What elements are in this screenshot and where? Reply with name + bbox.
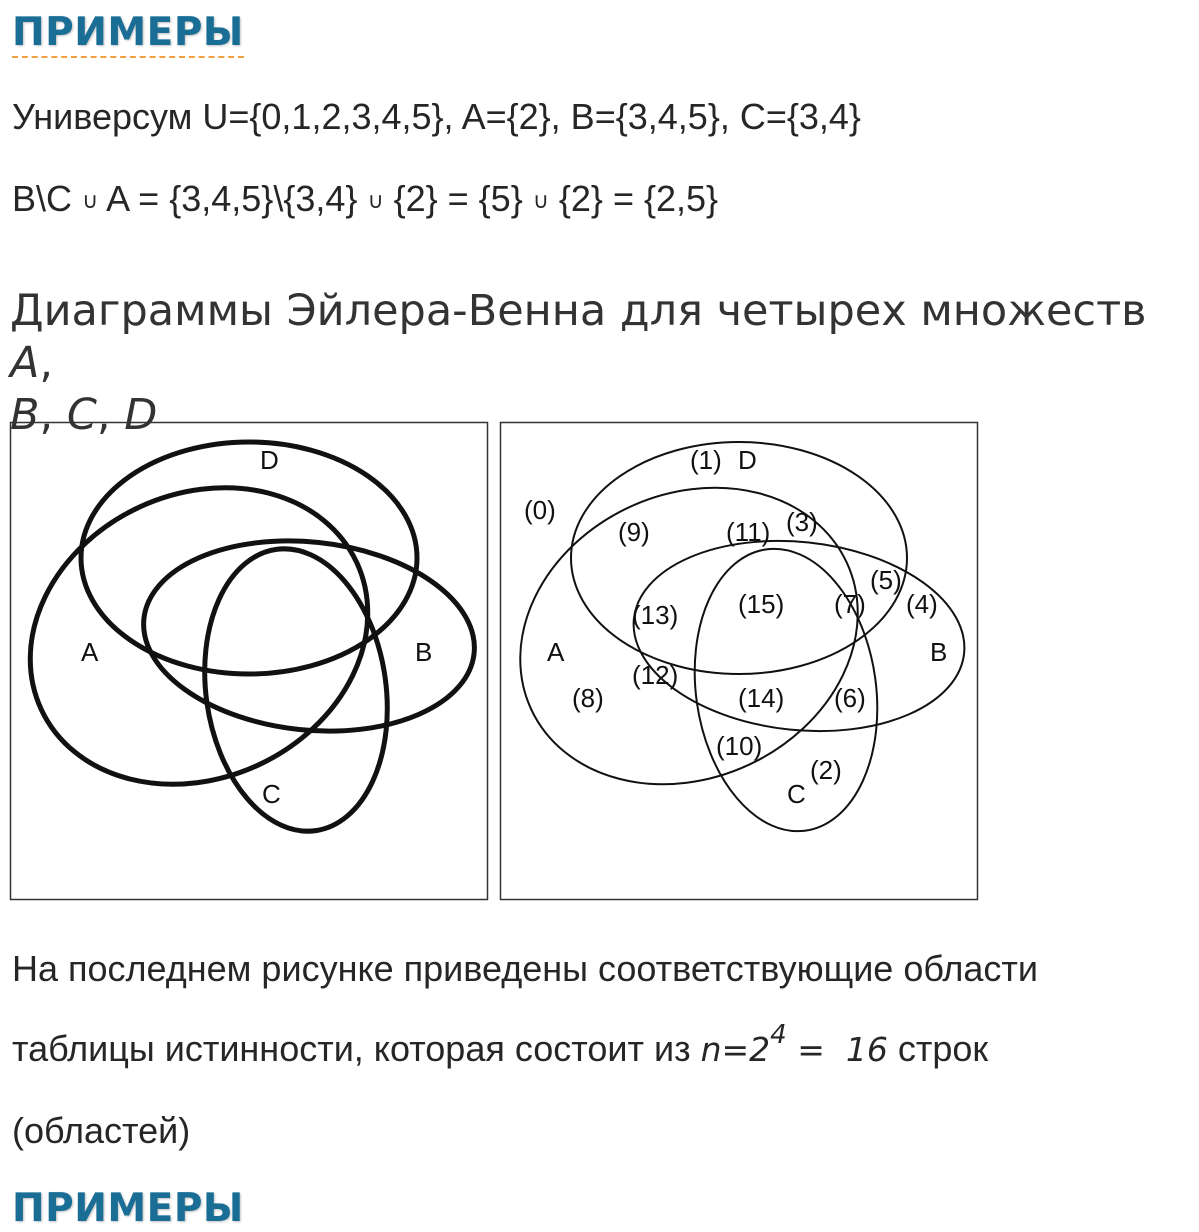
formula-rest: = 16 xyxy=(786,1030,888,1069)
region-7: (7) xyxy=(834,589,866,619)
paragraph-line-2-end: строк xyxy=(897,1028,989,1069)
label-c: C xyxy=(262,779,281,809)
paragraph-line-2-text: таблицы истинности, которая состоит из xyxy=(12,1028,691,1069)
label-a: A xyxy=(547,637,565,667)
set-d-symbol: D xyxy=(124,390,158,440)
label-b: B xyxy=(930,637,948,667)
region-2: (2) xyxy=(810,755,842,785)
union-symbol: ∪ xyxy=(82,188,99,213)
calc-part-1: B\C xyxy=(12,178,73,219)
region-4: (4) xyxy=(906,589,938,619)
separator: , xyxy=(96,390,111,440)
venn-diagram-left xyxy=(10,422,488,900)
region-11: (11) xyxy=(726,517,771,547)
venn-section-title xyxy=(10,285,1199,441)
section-heading-bottom: ПРИМЕРЫ xyxy=(12,1186,244,1231)
ellipse-c xyxy=(187,537,405,843)
formula-base: n=2 xyxy=(700,1030,771,1069)
separator: , xyxy=(39,338,54,388)
region-0: (0) xyxy=(524,495,556,525)
label-d: D xyxy=(738,445,757,475)
ellipse-d xyxy=(571,442,907,674)
set-c-symbol: C xyxy=(66,390,97,440)
calc-part-2: A = {3,4,5}\{3,4} xyxy=(106,178,358,219)
paragraph-line-2 xyxy=(12,1020,989,1070)
union-symbol: ∪ xyxy=(532,188,549,213)
region-5: (5) xyxy=(870,565,902,595)
region-8: (8) xyxy=(572,683,604,713)
ellipse-b xyxy=(134,525,484,747)
region-13: (13) xyxy=(632,600,679,630)
region-15: (15) xyxy=(738,589,785,619)
calc-line xyxy=(12,178,718,220)
label-d: D xyxy=(260,445,279,475)
formula-exponent: 4 xyxy=(770,1020,787,1050)
region-3: (3) xyxy=(786,507,818,537)
section-heading: ПРИМЕРЫ xyxy=(12,10,244,58)
region-9: (9) xyxy=(618,517,650,547)
calc-part-4: {2} = {2,5} xyxy=(558,178,719,219)
region-12: (12) xyxy=(632,660,679,690)
calc-part-3: {2} = {5} xyxy=(393,178,523,219)
ellipse-b xyxy=(624,525,974,747)
separator: , xyxy=(39,390,54,440)
label-c: C xyxy=(787,779,806,809)
region-1: (1) xyxy=(690,445,722,475)
set-a-symbol: A xyxy=(10,338,40,388)
venn-title-text: Диаграммы Эйлера-Венна для четырех множеств xyxy=(10,286,1147,336)
label-b: B xyxy=(415,637,433,667)
paragraph-line-3: (областей) xyxy=(12,1110,191,1151)
label-a: A xyxy=(81,637,99,667)
region-14: (14) xyxy=(738,683,785,713)
paragraph-line-1: На последнем рисунке приведены соответствующие области xyxy=(12,948,1038,989)
set-b-symbol: B xyxy=(10,390,40,440)
venn-diagram-right xyxy=(500,422,978,900)
diagram-frame xyxy=(501,423,978,900)
region-6: (6) xyxy=(834,683,866,713)
universe-line: Универсум U={0,1,2,3,4,5}, A={2}, B={3,4,5}, C={3,4} xyxy=(12,96,861,137)
region-10: (10) xyxy=(716,731,763,761)
union-symbol: ∪ xyxy=(367,188,384,213)
